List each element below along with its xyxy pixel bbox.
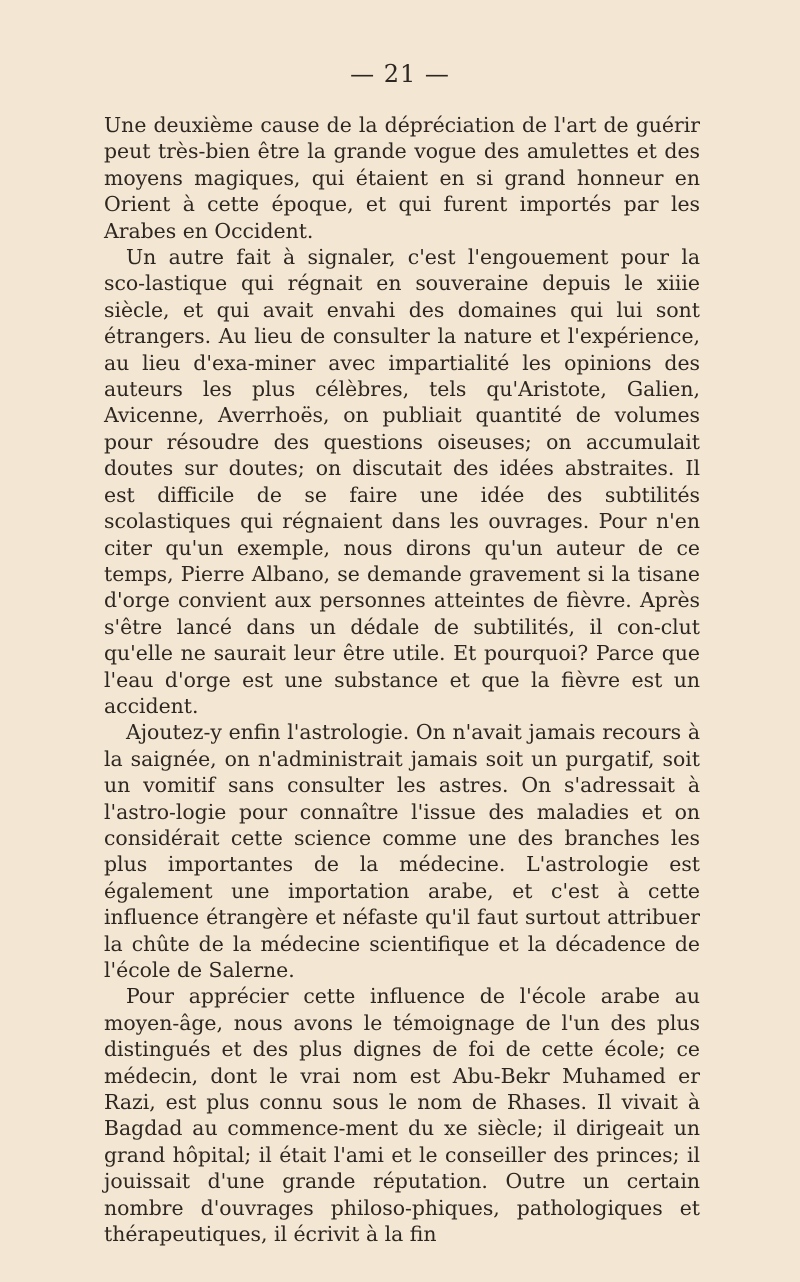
paragraph-3: Ajoutez-y enfin l'astrologie. On n'avait jamais recours à la saignée, on n'administrait jamais soit un purgatif, soit un vomitif sans consulter les astres. On s'adressait à l'astro-logie pour connaître l'issue des maladies et on considérait cette science comme une des branches les plus importantes de la médecine. L'astrologie est également une importation arabe, et c'est à cette influence étrangère et néfaste qu'il faut surtout attribuer la chûte de la médecine scientifique et la décadence de l'école de Salerne. (104, 720, 700, 982)
paragraph-1: Une deuxième cause de la dépréciation de l'art de guérir peut très-bien être la grande vogue des amulettes et des moyens magiques, qui étaient en si grand honneur en Orient à cette époque, et qui furent importés par les Arabes en Occident. (104, 113, 700, 243)
paragraph-2: Un autre fait à signaler, c'est l'engouement pour la sco-lastique qui régnait en souveraine depuis le xiiie siècle, et qui avait envahi des domaines qui lui sont étrangers. Au lieu de consulter la nature et l'expérience, au lieu d'exa-miner avec impartialité les opinions des auteurs les plus célèbres, tels qu'Aristote, Galien, Avicenne, Averrhoës, on publiait quantité de volumes pour résoudre des questions oiseuses; on accumulait doutes sur doutes; on discutait des idées abstraites. Il est difficile de se faire une idée des subtilités scolastiques qui régnaient dans les ouvrages. Pour n'en citer qu'un exemple, nous dirons qu'un auteur de ce temps, Pierre Albano, se demande gravement si la tisane d'orge convient aux personnes atteintes de fièvre. Après s'être lancé dans un dédale de subtilités, il con-clut qu'elle ne saurait leur être utile. Et pourquoi? Parce que l'eau d'orge est une substance et que la fièvre est un accident. (104, 245, 700, 718)
page-body (104, 112, 700, 1247)
paragraph-4: Pour apprécier cette influence de l'école arabe au moyen-âge, nous avons le témoignage de l'un des plus distingués et des plus dignes de foi de cette école; ce médecin, dont le vrai nom est Abu-Bekr Muhamed er Razi, est plus connu sous le nom de Rhases. Il vivait à Bagdad au commence-ment du xe siècle; il dirigeait un grand hôpital; il était l'ami et le conseiller des princes; il jouissait d'une grande réputation. Outre un certain nombre d'ouvrages philoso-phiques, pathologiques et thérapeutiques, il écrivit à la fin (104, 984, 700, 1247)
page-number: — 21 — (350, 60, 450, 88)
